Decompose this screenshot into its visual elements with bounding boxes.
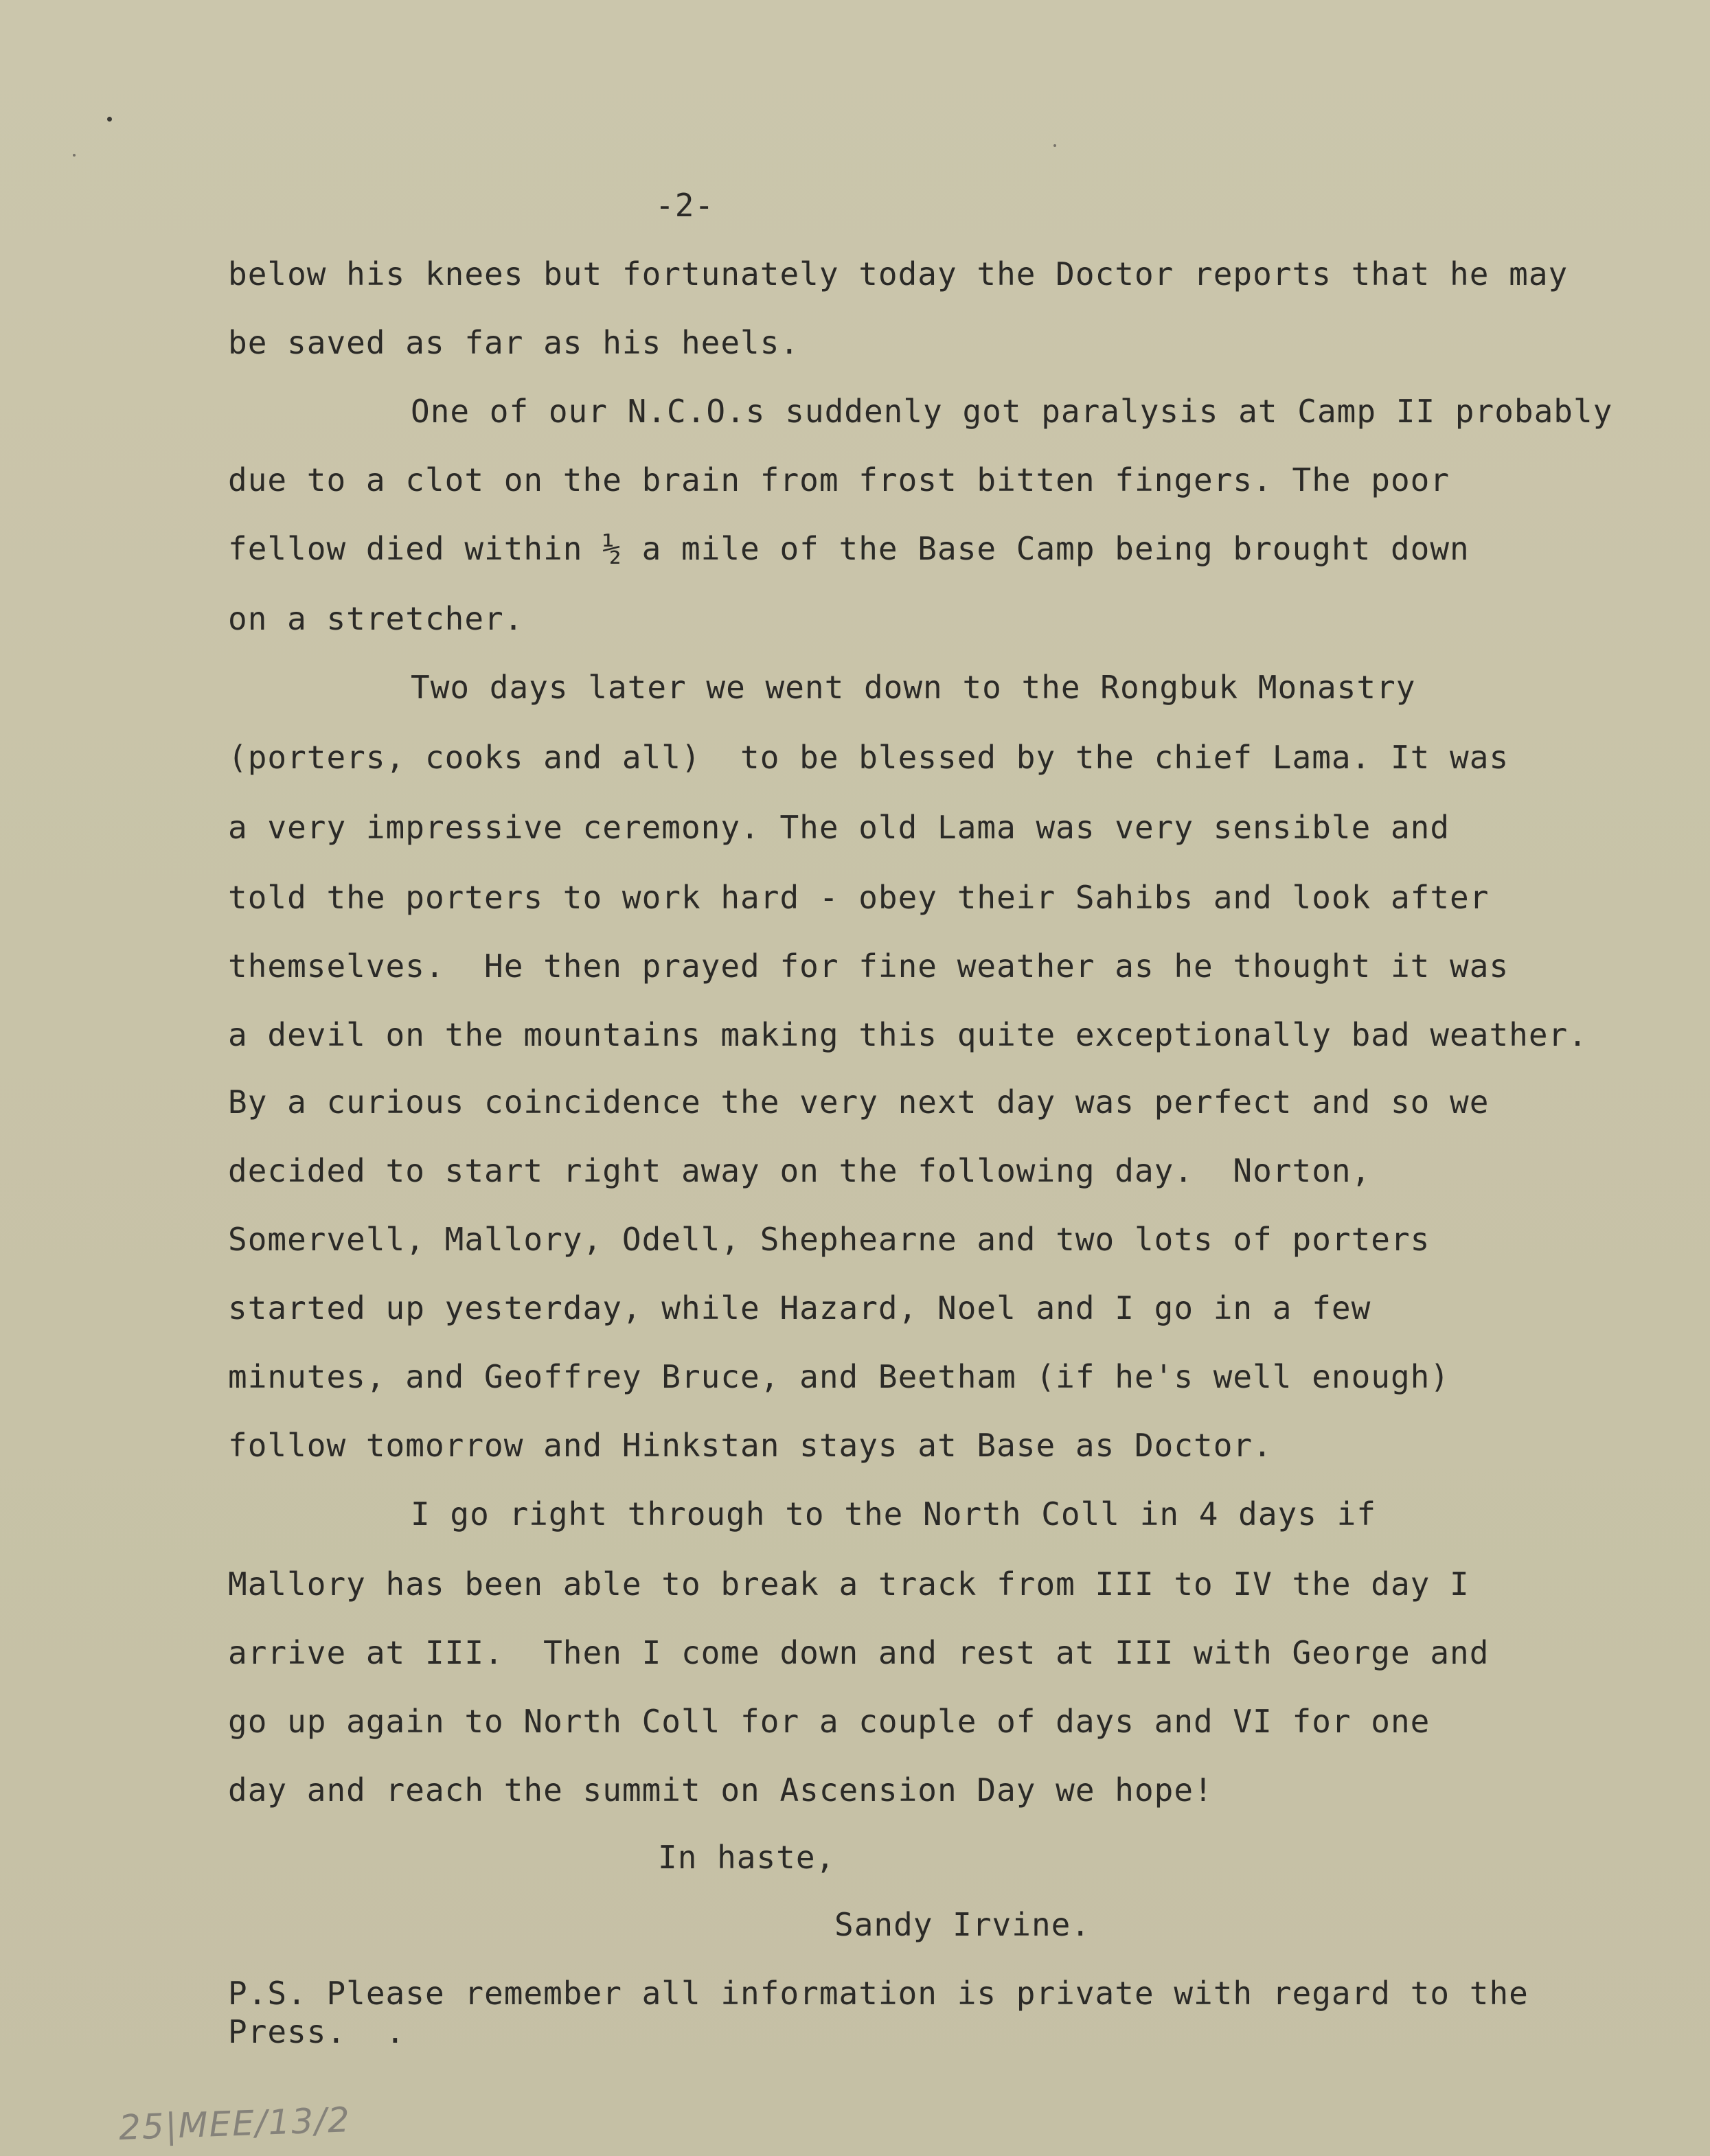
body-line: I go right through to the North Coll in 4 days if [411,1495,1377,1533]
ink-speck-mark [107,117,112,122]
body-line: due to a clot on the brain from frost bitten fingers. The poor [228,461,1450,498]
body-line: Mallory has been able to break a track from III to IV the day I [228,1566,1470,1603]
body-line: started up yesterday, while Hazard, Noel and I go in a few [228,1289,1371,1327]
body-line: go up again to North Coll for a couple of days and VI for one [228,1703,1430,1740]
body-line: Two days later we went down to the Rongbuk Monastry [411,669,1416,706]
postscript-line: P.S. Please remember all information is private with regard to the [228,1975,1529,2012]
body-line: on a stretcher. [228,600,524,637]
postscript-line: Press. . [228,2013,406,2050]
body-line: day and reach the summit on Ascension Day we hope! [228,1771,1213,1809]
body-line: below his knees but fortunately today the Doctor reports that he may [228,255,1569,293]
body-line: fellow died within ½ a mile of the Base Camp being brought down [228,530,1470,567]
body-line: By a curious coincidence the very next day was perfect and so we [228,1083,1490,1121]
body-line: (porters, cooks and all) to be blessed by the chief Lama. It was [228,739,1509,776]
body-line: themselves. He then prayed for fine weather as he thought it was [228,948,1509,985]
body-line: a devil on the mountains making this quite exceptionally bad weather. [228,1016,1588,1053]
body-line: be saved as far as his heels. [228,324,800,361]
body-line: Somervell, Mallory, Odell, Shephearne and two lots of porters [228,1221,1430,1258]
ink-speck-mark [73,154,76,157]
archive-reference-number: 25|MEE/13/2 [118,2100,352,2148]
body-line: arrive at III. Then I come down and rest at III with George and [228,1634,1490,1671]
body-line: told the porters to work hard - obey their Sahibs and look after [228,879,1490,916]
signature: Sandy Irvine. [834,1906,1091,1943]
body-line: follow tomorrow and Hinkstan stays at Base as Doctor. [228,1427,1273,1464]
body-line: minutes, and Geoffrey Bruce, and Beetham (if he's well enough) [228,1358,1450,1395]
body-line: One of our N.C.O.s suddenly got paralysis at Camp II probably [411,393,1613,430]
closing-line: In haste, [658,1839,836,1876]
ink-speck-mark [1053,144,1056,147]
page-number: -2- [655,187,715,224]
body-line: a very impressive ceremony. The old Lama was very sensible and [228,809,1450,846]
body-line: decided to start right away on the following day. Norton, [228,1152,1371,1189]
